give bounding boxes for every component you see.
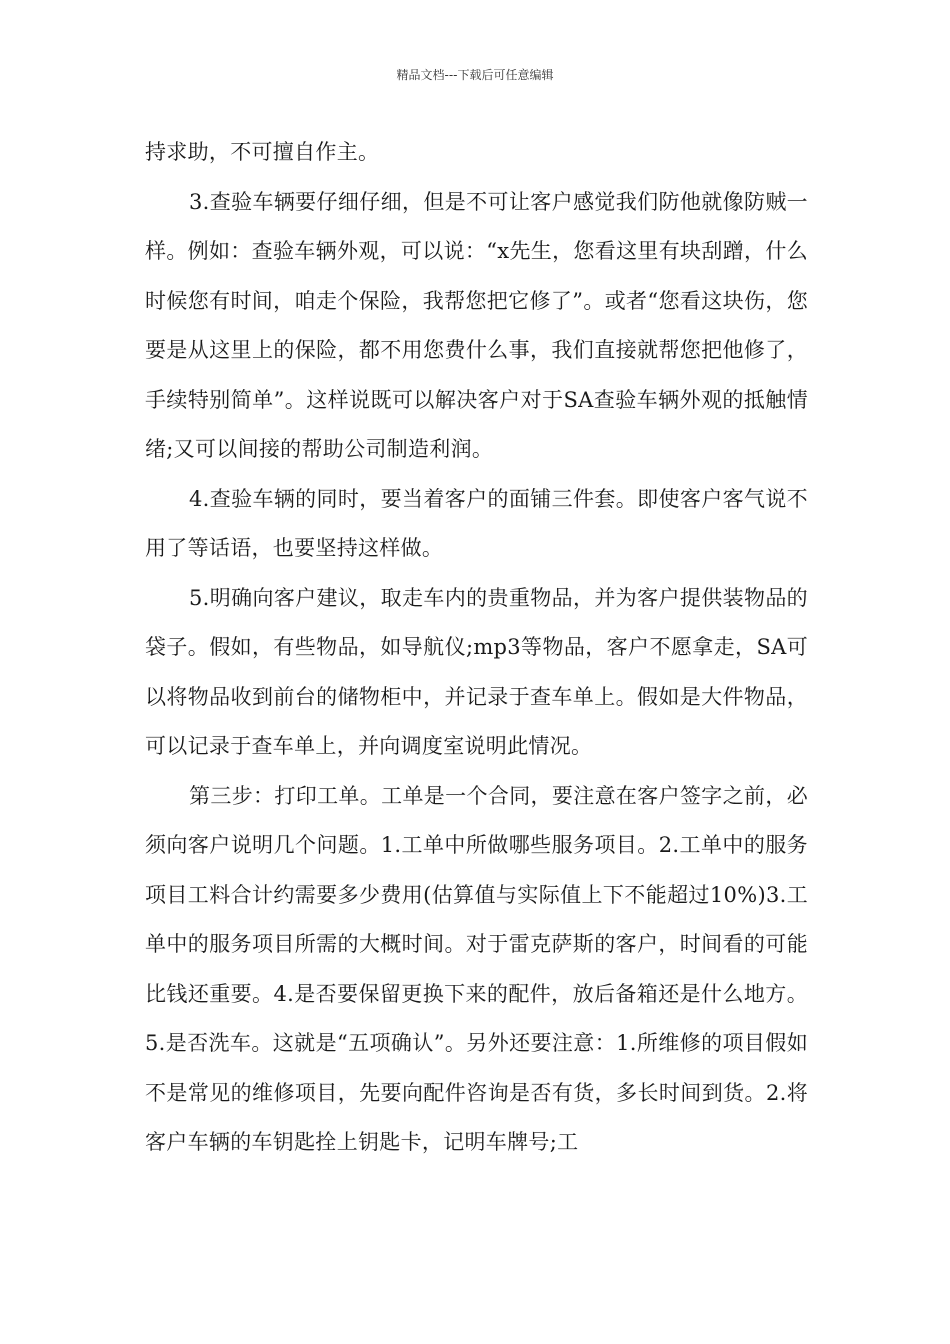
paragraph-vehicle-inspection: 3.查验车辆要仔细仔细，但是不可让客户感觉我们防他就像防贼一样。例如：查验车辆外观，可以说：“x先生，您看这里有块刮蹭，什么时候您有时间，咱走个保险，我帮您把它修了”。或者“您看这块伤，您要是从这里上的保险，都不用您费什么事，我们直接就帮您把他修了，手续特别简单”。这样说既可以解决客户对于SA查验车辆外观的抵触情绪;又可以间接的帮助公司制造利润。 <box>145 189 808 461</box>
paragraph-seat-covers: 4.查验车辆的同时，要当着客户的面铺三件套。即使客户客气说不用了等话语，也要坚持这样做。 <box>145 486 808 560</box>
page-header: 精品文档---下载后可任意编辑 <box>396 68 554 82</box>
paragraph-continuation: 持求助，不可擅自作主。 <box>145 140 380 164</box>
document-body <box>145 128 808 1168</box>
paragraph-print-work-order: 第三步：打印工单。工单是一个合同，要注意在客户签字之前，必须向客户说明几个问题。1.工单中所做哪些服务项目。2.工单中的服务项目工料合计约需要多少费用(估算值与实际值上下不能超过10%)3.工单中的服务项目所需的大概时间。对于雷克萨斯的客户，时间看的可能比钱还重要。4.是否要保留更换下来的配件，放后备箱还是什么地方。5.是否洗车。这就是“五项确认”。另外还要注意：1.所维修的项目假如不是常见的维修项目，先要向配件咨询是否有货，多长时间到货。2.将客户车辆的车钥匙拴上钥匙卡，记明车牌号;工 <box>145 783 808 1154</box>
paragraph-valuables: 5.明确向客户建议，取走车内的贵重物品，并为客户提供装物品的袋子。假如，有些物品，如导航仪;mp3等物品，客户不愿拿走，SA可以将物品收到前台的储物柜中，并记录于查车单上。假如是大件物品，可以记录于查车单上，并向调度室说明此情况。 <box>145 585 808 758</box>
